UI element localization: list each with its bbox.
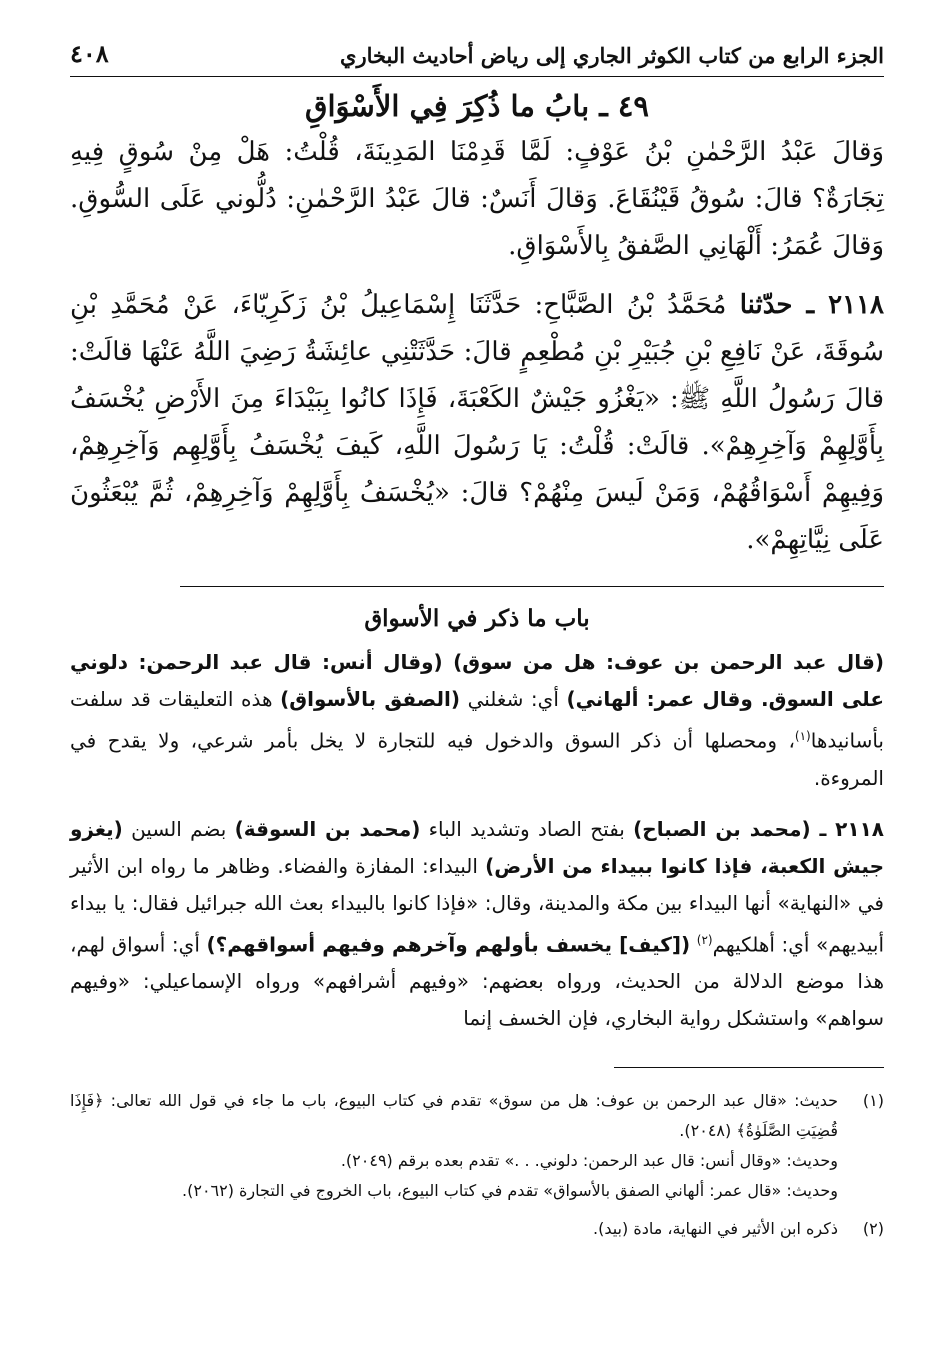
commentary-title: باب ما ذكر في الأسواق [364,605,590,632]
commentary-text: بضم السين [122,816,235,841]
hadith-text [70,282,884,564]
commentary-text: هذه التعليقات قد سلفت بأسانيدها [70,687,884,753]
footnote-line: وحديث: «قال عمر: ألهاني الصفق بالأسواق» تقدم في كتاب البيوع، باب الخروج في التجارة (٢٠٦٢). [182,1181,838,1201]
section-divider [180,586,884,587]
commentary-text [690,932,697,956]
hadith-body: مُحَمَّدُ بْنُ الصَّبَّاحِ: حَدَّثَنَا إِسْمَاعِيلُ بْنُ زَكَرِيّاءَ، عَنْ مُحَمَّدِ بْنِ سُوقَةَ، عَنْ نَافِعِ بْنِ جُبَيْرِ بْنِ مُطْعِمٍ قالَ: حَدَّثَتْنِي عائِشَةُ رَضِيَ اللَّهُ عَنْهَا قالَتْ: قالَ رَسُولُ اللَّهِ ﷺ: «يَغْزُو جَيْشٌ الكَعْبَةَ، فَإِذَا كانُوا بِبَيْدَاءَ مِنَ الأَرْضِ يُخْسَفُ بِأَوَّلِهِمْ وَآخِرِهِمْ». قالَتْ: قُلْتُ: يَا رَسُولَ اللَّهِ، كَيفَ يُخْسَفُ بِأَوَّلِهِم وَآخِرِهِمْ، وَفِيهِمْ أَسْوَاقُهُمْ، وَمَنْ لَيسَ مِنْهُمْ؟ قالَ: «يُخْسَفُ بِأَوَّلِهِمْ وَآخِرِهِمْ، ثُمَّ يُبْعَثُونَ عَلَى نِيَّاتِهِمْ». [70,290,884,555]
footnote-line: ذكره ابن الأثير في النهاية، مادة (بيد). [592,1219,838,1239]
commentary-text: أي: شغلني [460,687,567,711]
commentary-quote: ٢١١٨ ـ (محمد بن الصباح) [633,816,884,841]
commentary-text: بفتح الصاد وتشديد الباء [420,816,634,841]
hadith-number: ٢١١٨ ـ حدّثنا [739,290,885,320]
footnote-line: حديث: «قال عبد الرحمن بن عوف: هل من سوق» تقدم في كتاب البيوع، باب ما جاء في قول الله تعالى: ﴿فَإِذَا قُضِيَتِ الصَّلَوٰةُ﴾ (٢٠٤٨). [70,1091,838,1141]
commentary-quote: (محمد بن السوقة) [234,816,421,841]
commentary-quote: (قال عبد الرحمن بن عوف: هل من سوق) (وقال أنس: قال عبد الرحمن: دلوني على السوق. وقال عمر: ألهاني) [70,650,884,711]
footnote-2 [70,1214,884,1244]
chapter-title: ٤٩ ـ بابُ ما ذُكِرَ فِي الأَسْوَاقِ [305,89,649,123]
footnote-number: (٢) [862,1219,884,1239]
running-header [70,28,884,77]
footnote-number: (١) [862,1091,884,1111]
commentary-quote: (الصفق بالأسواق) [280,687,460,711]
chapter-intro: وَقالَ عَبْدُ الرَّحْمٰنِ بْنُ عَوْفٍ: لَمَّا قَدِمْنَا المَدِينَةَ، قُلْتُ: هَلْ مِنْ سُوقٍ فِيهِ تِجَارَةٌ؟ قالَ: سُوقُ قَيْنُقَاعَ. وَقالَ أَنَسٌ: قالَ عَبْدُ الرَّحْمٰنِ: دُلُّوني عَلَى السُّوقِ. وَقالَ عُمَرُ: أَلْهَانِي الصَّفقُ بِالأَسْوَاقِ. [70,137,884,261]
footnote-body [70,1086,838,1206]
footnote-ref-1: (١) [794,729,811,743]
commentary-text: ، ومحصلها أن ذكر السوق والدخول فيه للتجارة لا يخل بأمر شرعي، ولا يقدح في المروءة. [70,728,884,790]
page-number: ٤٠٨ [70,39,109,68]
document-page [70,28,884,1338]
footnote-line: وحديث: «وقال أنس: قال عبد الرحمن: دلوني. . .» تقدم بعده برقم (٢٠٤٩). [340,1151,838,1171]
footnote-body [70,1214,838,1244]
footnote-divider [614,1067,884,1068]
commentary-paragraph-1 [70,644,884,797]
commentary-quote: (يغزو جيش الكعبة، فإذا كانوا ببيداء من الأرض) [70,816,885,878]
commentary-paragraph-2 [70,811,884,1038]
footnote-ref-2: (٢) [696,932,713,947]
commentary-text: أي: أسواق لهم، هذا موضع الدلالة من الحديث، ورواه بعضهم: «وفيهم أشرافهم» ورواه الإسماعيلي: «وفيهم سواهم» واستشكل رواية البخاري، فإن الخسف إنما [70,932,884,1031]
footnote-1 [70,1086,884,1206]
book-title: الجزء الرابع من كتاب الكوثر الجاري إلى رياض أحاديث البخاري [340,43,884,68]
commentary-text: البيداء: المفازة والفضاء. وظاهر ما رواه ابن الأثير في «النهاية» أنها البيداء بين مكة والمدينة، وقال: «فإذا كانوا بالبيداء بعث الله جبرائيل فقال: يا بيداء أبيديهم» أي: أهلكيهم [70,853,885,957]
commentary-quote: ([كيف] يخسف بأولهم وآخرهم وفيهم أسواقهم؟) [206,932,691,957]
